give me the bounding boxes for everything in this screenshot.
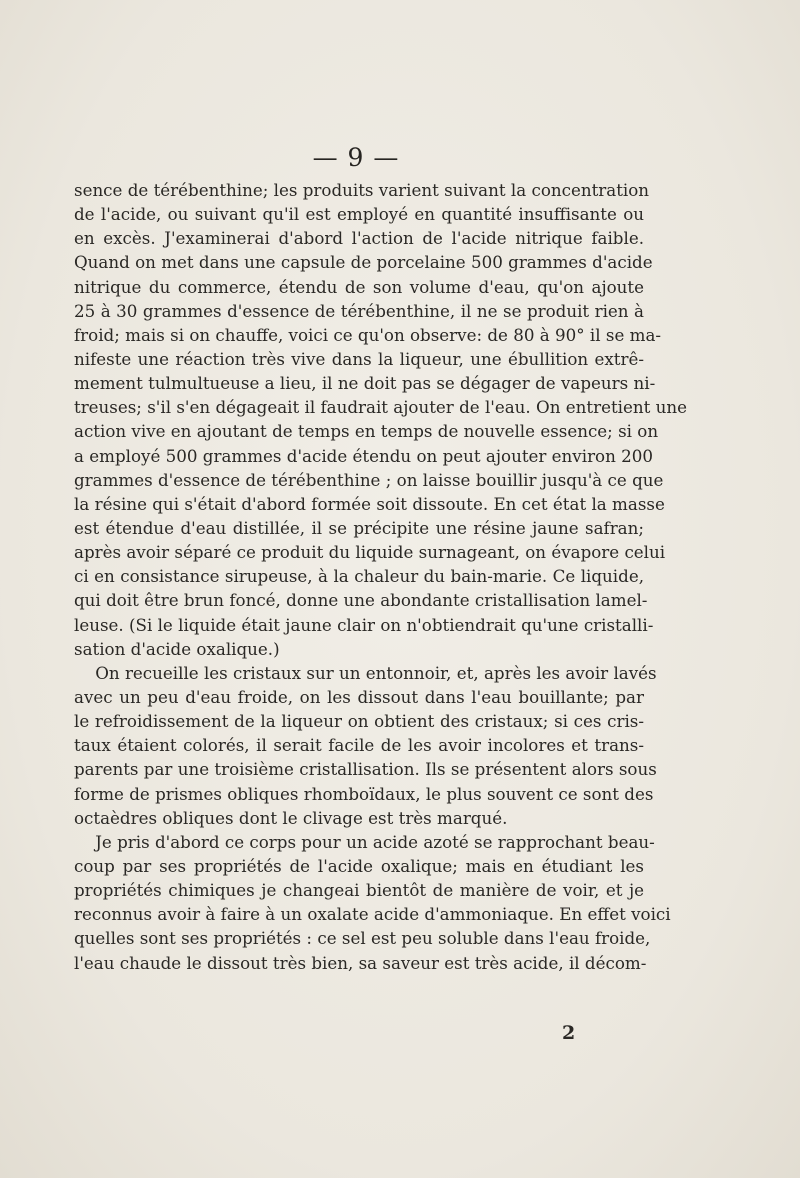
text-line: grammes d'essence de térébenthine ; on laisse bouillir jusqu'à ce que <box>74 469 664 490</box>
text-line: reconnus avoir à faire à un oxalate acide d'ammoniaque. En effet voici <box>74 904 671 925</box>
text-line: sation d'acide oxalique.) <box>74 638 280 659</box>
page-number: — 9 — <box>312 143 400 172</box>
text-line: propriétés chimiques je changeai bientôt de manière de voir, et je <box>74 880 644 901</box>
body-text <box>74 178 688 975</box>
text-line: l'eau chaude le dissout très bien, sa saveur est très acide, il décom- <box>74 952 647 973</box>
text-line: octaèdres obliques dont le clivage est très marqué. <box>74 807 508 828</box>
text-line: action vive en ajoutant de temps en temps de nouvelle essence; si on <box>74 421 659 442</box>
text-line: 25 à 30 grammes d'essence de térébenthine, il ne se produit rien à <box>74 300 644 321</box>
text-line: taux étaient colorés, il serait facile de les avoir incolores et trans- <box>74 735 644 756</box>
text-line: coup par ses propriétés de l'acide oxalique; mais en étudiant les <box>74 855 644 876</box>
text-line: ci en consistance sirupeuse, à la chaleur du bain-marie. Ce liquide, <box>74 566 644 587</box>
text-line: forme de prismes obliques rhomboïdaux, le plus souvent ce sont des <box>74 783 654 804</box>
text-line: Quand on met dans une capsule de porcelaine 500 grammes d'acide <box>74 252 653 273</box>
text-line: de l'acide, ou suivant qu'il est employé en quantité insuffisante ou <box>74 204 644 225</box>
text-line: qui doit être brun foncé, donne une abondante cristallisation lamel- <box>74 590 648 611</box>
text-line: après avoir séparé ce produit du liquide surnageant, on évapore celui <box>74 542 666 563</box>
text-line: Je pris d'abord ce corps pour un acide azoté se rapprochant beau- <box>74 831 655 852</box>
text-line: treuses; s'il s'en dégageait il faudrait ajouter de l'eau. On entretient une <box>74 397 688 418</box>
text-line: nifeste une réaction très vive dans la liqueur, une ébullition extrê- <box>74 348 644 369</box>
text-line: quelles sont ses propriétés : ce sel est peu soluble dans l'eau froide, <box>74 928 651 949</box>
text-line: la résine qui s'était d'abord formée soit dissoute. En cet état la masse <box>74 493 665 514</box>
text-line: On recueille les cristaux sur un entonnoir, et, après les avoir lavés <box>74 662 657 683</box>
text-line: avec un peu d'eau froide, on les dissout dans l'eau bouillante; par <box>74 686 644 707</box>
text-line: en excès. J'examinerai d'abord l'action de l'acide nitrique faible. <box>74 228 644 249</box>
signature-mark: 2 <box>562 1022 576 1044</box>
text-line: froid; mais si on chauffe, voici ce qu'on observe: de 80 à 90° il se ma- <box>74 324 662 345</box>
text-line: leuse. (Si le liquide était jaune clair on n'obtiendrait qu'une cristalli- <box>74 614 654 635</box>
text-line: nitrique du commerce, étendu de son volume d'eau, qu'on ajoute <box>74 276 644 297</box>
text-line: a employé 500 grammes d'acide étendu on peut ajouter environ 200 <box>74 445 653 466</box>
text-line: sence de térébenthine; les produits varient suivant la concentration <box>74 180 650 200</box>
text-line: est étendue d'eau distillée, il se précipite une résine jaune safran; <box>74 517 644 538</box>
text-line: mement tulmultueuse a lieu, il ne doit pas se dégager de vapeurs ni- <box>74 373 656 394</box>
text-line: le refroidissement de la liqueur on obtient des cristaux; si ces cris- <box>74 711 644 732</box>
text-line: parents par une troisième cristallisation. Ils se présentent alors sous <box>74 759 657 780</box>
